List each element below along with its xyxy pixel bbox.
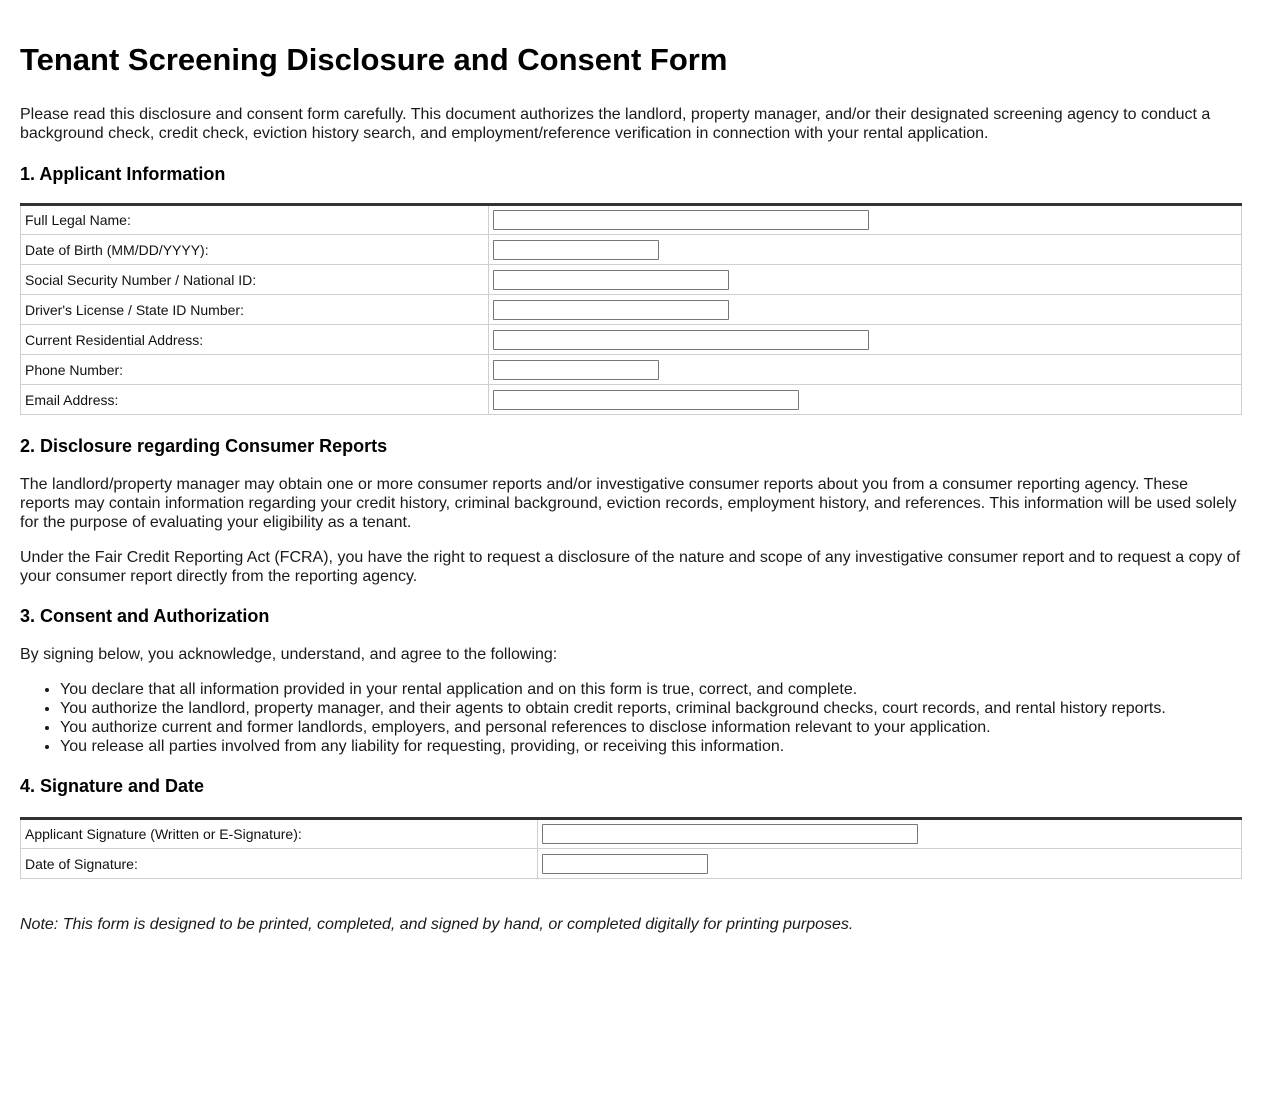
applicant-signature-label: Applicant Signature (Written or E-Signature): [21, 819, 538, 849]
section-heading-signature: 4. Signature and Date [20, 776, 205, 796]
disclosure-paragraph-2: Under the Fair Credit Reporting Act (FCRA), you have the right to request a disclosure of the nature and scope of any investigative consumer report and to request a copy of your consumer report directly from the reporting agency. [20, 549, 1241, 585]
table-row [21, 235, 1242, 265]
applicant-information-table [20, 203, 1242, 415]
email-address-label: Email Address: [21, 385, 489, 415]
phone-number-input[interactable] [493, 360, 659, 380]
table-row [21, 385, 1242, 415]
footer-note: Note: This form is designed to be printed, completed, and signed by hand, or completed digitally for printing purposes. [20, 916, 854, 933]
table-row [21, 325, 1242, 355]
email-address-input[interactable] [493, 390, 799, 410]
current-address-label: Current Residential Address: [21, 325, 489, 355]
date-of-birth-input[interactable] [493, 240, 659, 260]
intro-paragraph: Please read this disclosure and consent form carefully. This document authorizes the landlord, property manager, and/or their designated screening agency to conduct a background check, credit check, eviction history search, and employment/reference verification in connection with your rental application. [20, 106, 1211, 142]
table-row [21, 819, 1242, 849]
phone-number-label: Phone Number: [21, 355, 489, 385]
signature-table [20, 817, 1242, 879]
section-heading-applicant-information: 1. Applicant Information [20, 164, 226, 184]
ssn-label: Social Security Number / National ID: [21, 265, 489, 295]
date-of-signature-input[interactable] [542, 854, 708, 874]
current-address-input[interactable] [493, 330, 869, 350]
section-heading-disclosure: 2. Disclosure regarding Consumer Reports [20, 436, 388, 456]
table-row [21, 205, 1242, 235]
page-title: Tenant Screening Disclosure and Consent Form [20, 42, 728, 77]
ssn-input[interactable] [493, 270, 729, 290]
drivers-license-label: Driver's License / State ID Number: [21, 295, 489, 325]
table-row [21, 849, 1242, 879]
list-item: • You authorize current and former landlords, employers, and personal references to disclose information relevant to your application. [60, 718, 1242, 737]
disclosure-paragraph-1: The landlord/property manager may obtain one or more consumer reports and/or investigative consumer reports about you from a consumer reporting agency. These reports may contain information regarding your credit history, criminal background, eviction records, employment history, and references. This information will be used solely for the purpose of evaluating your eligibility as a tenant. [20, 476, 1237, 531]
list-item: • You authorize the landlord, property manager, and their agents to obtain credit reports, criminal background checks, court records, and rental history reports. [60, 699, 1242, 718]
section-heading-consent: 3. Consent and Authorization [20, 606, 270, 626]
list-item: • You release all parties involved from any liability for requesting, providing, or receiving this information. [60, 737, 1242, 756]
drivers-license-input[interactable] [493, 300, 729, 320]
list-item: • You declare that all information provided in your rental application and on this form is true, correct, and complete. [60, 680, 1242, 699]
date-of-birth-label: Date of Birth (MM/DD/YYYY): [21, 235, 489, 265]
applicant-signature-input[interactable] [542, 824, 918, 844]
table-row [21, 265, 1242, 295]
consent-list [20, 680, 1242, 756]
full-legal-name-input[interactable] [493, 210, 869, 230]
full-legal-name-label: Full Legal Name: [21, 205, 489, 235]
consent-lead-text: By signing below, you acknowledge, understand, and agree to the following: [20, 646, 558, 663]
date-of-signature-label: Date of Signature: [21, 849, 538, 879]
table-row [21, 295, 1242, 325]
table-row [21, 355, 1242, 385]
